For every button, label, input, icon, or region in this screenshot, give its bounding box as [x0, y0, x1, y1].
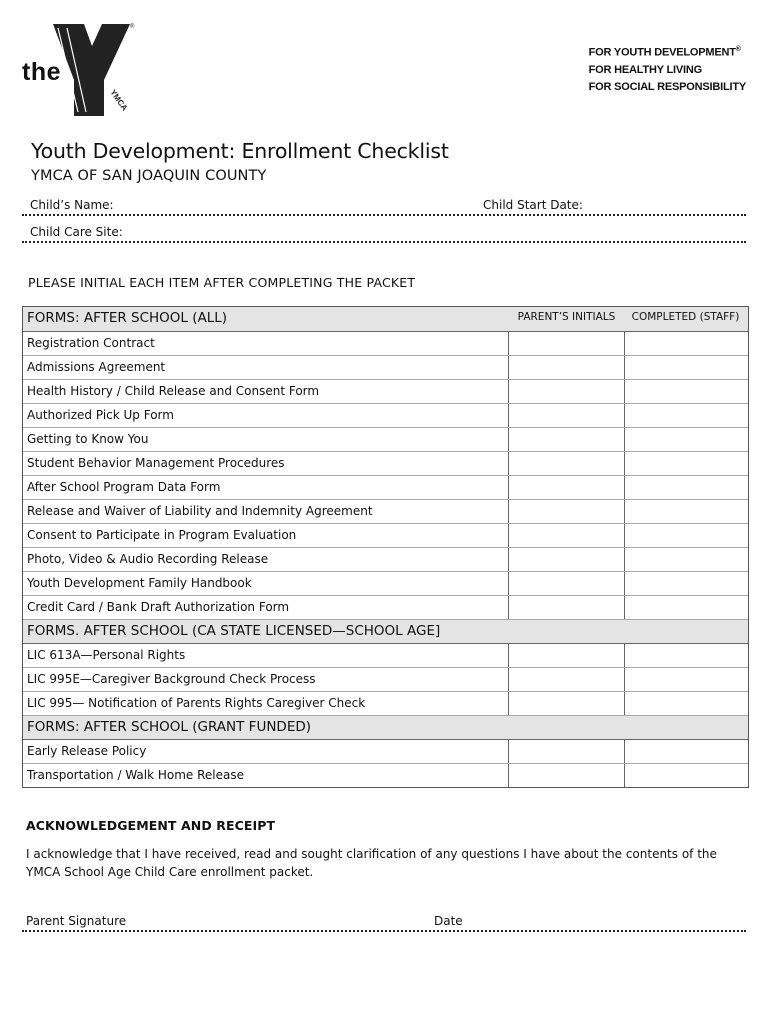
parent-initials-cell[interactable] — [508, 692, 624, 715]
checklist-row — [23, 500, 748, 524]
page-title: Youth Development: Enrollment Checklist — [31, 139, 449, 163]
parent-initials-cell[interactable] — [508, 476, 624, 499]
staff-completed-cell[interactable] — [624, 404, 748, 427]
form-name: Registration Contract — [27, 336, 155, 350]
logo-word: the — [22, 58, 61, 86]
child-name-field[interactable] — [22, 197, 746, 216]
form-name: LIC 995E—Caregiver Background Check Process — [27, 672, 316, 686]
column-header-completed-staff: COMPLETED (STAFF) — [631, 311, 740, 323]
staff-completed-cell[interactable] — [624, 668, 748, 691]
section-header-blank — [509, 620, 624, 643]
parent-initials-cell[interactable] — [508, 452, 624, 475]
checklist-row — [23, 380, 748, 404]
form-name: Transportation / Walk Home Release — [27, 768, 245, 782]
tagline-youth: FOR YOUTH DEVELOPMENT® — [588, 46, 741, 59]
staff-completed-cell[interactable] — [624, 740, 748, 763]
form-name: Getting to Know You — [27, 432, 149, 446]
child-start-date-label: Child Start Date: — [483, 198, 583, 212]
registered-mark: ® — [130, 24, 135, 30]
staff-completed-cell[interactable] — [624, 524, 748, 547]
staff-completed-cell[interactable] — [624, 596, 748, 619]
signature-date-label: Date — [434, 914, 463, 928]
checklist-row — [23, 740, 748, 764]
organization-name: YMCA OF SAN JOAQUIN COUNTY — [31, 168, 267, 184]
parent-initials-cell[interactable] — [508, 356, 624, 379]
checklist-row — [23, 764, 748, 787]
checklist-row — [23, 332, 748, 356]
staff-completed-cell[interactable] — [624, 380, 748, 403]
form-name: Health History / Child Release and Consent Form — [27, 384, 320, 398]
parent-initials-cell[interactable] — [508, 740, 624, 763]
form-name: Credit Card / Bank Draft Authorization Form — [27, 600, 290, 614]
tagline-block — [589, 41, 746, 96]
checklist-row — [23, 356, 748, 380]
form-name: Release and Waiver of Liability and Indemnity Agreement — [27, 504, 373, 518]
parent-signature-label: Parent Signature — [26, 914, 127, 928]
form-name: After School Program Data Form — [27, 480, 221, 494]
acknowledgement-heading: ACKNOWLEDGEMENT AND RECEIPT — [26, 818, 276, 833]
staff-completed-cell[interactable] — [624, 452, 748, 475]
section-header-blank — [509, 716, 624, 739]
signature-field[interactable] — [22, 913, 746, 932]
parent-initials-cell[interactable] — [508, 596, 624, 619]
checklist-row — [23, 668, 748, 692]
tagline-social: FOR SOCIAL RESPONSIBILITY — [588, 80, 746, 93]
checklist-row — [23, 476, 748, 500]
parent-initials-cell[interactable] — [508, 524, 624, 547]
section-heading: FORMS: AFTER SCHOOL (GRANT FUNDED) — [27, 719, 312, 735]
staff-completed-cell[interactable] — [624, 356, 748, 379]
child-care-site-field[interactable] — [22, 224, 746, 243]
checklist-row — [23, 404, 748, 428]
checklist-row — [23, 428, 748, 452]
parent-initials-cell[interactable] — [508, 764, 624, 787]
parent-initials-cell[interactable] — [508, 428, 624, 451]
section-heading: FORMS: AFTER SCHOOL (ALL) — [27, 310, 228, 326]
form-name: Youth Development Family Handbook — [27, 576, 252, 590]
parent-initials-cell[interactable] — [508, 668, 624, 691]
checklist-row — [23, 572, 748, 596]
staff-completed-cell[interactable] — [624, 476, 748, 499]
parent-initials-cell[interactable] — [508, 404, 624, 427]
checklist-row — [23, 548, 748, 572]
checklist-row — [23, 452, 748, 476]
parent-initials-cell[interactable] — [508, 644, 624, 667]
staff-completed-cell[interactable] — [624, 644, 748, 667]
section-header — [23, 716, 748, 740]
form-name: Authorized Pick Up Form — [27, 408, 174, 422]
section-header — [23, 307, 748, 332]
staff-completed-cell[interactable] — [624, 548, 748, 571]
checklist-row — [23, 644, 748, 668]
section-heading: FORMS. AFTER SCHOOL (CA STATE LICENSED—SCHOOL AGE] — [27, 623, 441, 639]
parent-initials-cell[interactable] — [508, 500, 624, 523]
parent-initials-cell[interactable] — [508, 548, 624, 571]
section-header-blank — [624, 620, 747, 643]
checklist-row — [23, 596, 748, 620]
instruction-text: PLEASE INITIAL EACH ITEM AFTER COMPLETING THE PACKET — [28, 275, 416, 290]
staff-completed-cell[interactable] — [624, 428, 748, 451]
staff-completed-cell[interactable] — [624, 692, 748, 715]
parent-initials-cell[interactable] — [508, 380, 624, 403]
form-name: LIC 995— Notification of Parents Rights Caregiver Check — [27, 696, 366, 710]
child-name-label: Child’s Name: — [30, 198, 114, 212]
staff-completed-cell[interactable] — [624, 332, 748, 355]
checklist-row — [23, 692, 748, 716]
logo-emblem-text: YMCA — [108, 87, 130, 113]
form-name: Admissions Agreement — [27, 360, 166, 374]
checklist-row — [23, 524, 748, 548]
staff-completed-cell[interactable] — [624, 764, 748, 787]
child-care-site-label: Child Care Site: — [30, 225, 123, 239]
form-name: Student Behavior Management Procedures — [27, 456, 285, 470]
section-header — [23, 620, 748, 644]
form-name: Consent to Participate in Program Evaluation — [27, 528, 297, 542]
staff-completed-cell[interactable] — [624, 572, 748, 595]
section-header-blank — [624, 716, 747, 739]
staff-completed-cell[interactable] — [624, 500, 748, 523]
form-name: Photo, Video & Audio Recording Release — [27, 552, 269, 566]
form-name: Early Release Policy — [27, 744, 147, 758]
parent-initials-cell[interactable] — [508, 332, 624, 355]
form-name: LIC 613A—Personal Rights — [27, 648, 186, 662]
parent-initials-cell[interactable] — [508, 572, 624, 595]
checklist-table — [22, 306, 749, 788]
acknowledgement-text: I acknowledge that I have received, read and sought clarification of any questions I have about the contents of the YMCA School Age Child Care enrollment packet. — [26, 847, 717, 879]
tagline-healthy: FOR HEALTHY LIVING — [588, 63, 702, 76]
column-header-parent-initials: PARENT’S INITIALS — [517, 311, 616, 323]
